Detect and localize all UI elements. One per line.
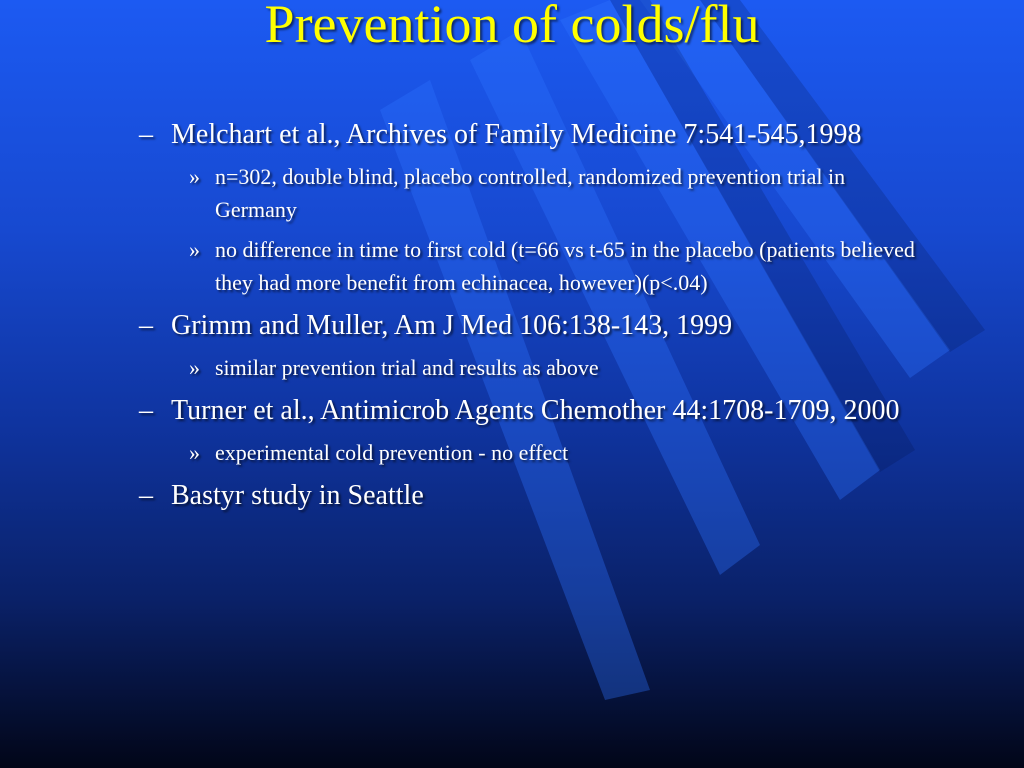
bullet-text: Grimm and Muller, Am J Med 106:138-143, 1999 [171, 310, 733, 341]
bullet-item-2 [135, 306, 925, 345]
dash-marker: – [139, 480, 153, 511]
sub-bullet-item [135, 436, 925, 469]
dash-marker: – [139, 119, 153, 150]
chevron-marker: » [189, 164, 200, 189]
sub-bullet-text: n=302, double blind, placebo controlled, randomized prevention trial in Germany [215, 164, 846, 222]
bullet-text: Melchart et al., Archives of Family Medicine 7:541-545,1998 [171, 119, 862, 150]
chevron-marker: » [189, 355, 200, 380]
sub-bullet-text: no difference in time to first cold (t=66 vs t-65 in the placebo (patients believed they had more benefit from echinacea, however)(p<.04) [215, 237, 915, 295]
bullet-item-3 [135, 391, 925, 430]
dash-marker: – [139, 310, 153, 341]
sub-bullet-text: experimental cold prevention - no effect [215, 440, 569, 465]
sub-bullet-item [135, 351, 925, 384]
bullet-list [135, 115, 925, 521]
chevron-marker: » [189, 237, 200, 262]
bullet-text: Turner et al., Antimicrob Agents Chemother 44:1708-1709, 2000 [171, 395, 900, 426]
slide-title: Prevention of colds/flu [264, 0, 760, 54]
bullet-text: Bastyr study in Seattle [171, 480, 424, 511]
sub-bullet-item [135, 233, 925, 299]
sub-bullet-text: similar prevention trial and results as above [215, 355, 599, 380]
chevron-marker: » [189, 440, 200, 465]
dash-marker: – [139, 395, 153, 426]
bullet-item-1 [135, 115, 925, 154]
sub-bullet-item [135, 160, 925, 226]
bullet-item-4 [135, 476, 925, 515]
